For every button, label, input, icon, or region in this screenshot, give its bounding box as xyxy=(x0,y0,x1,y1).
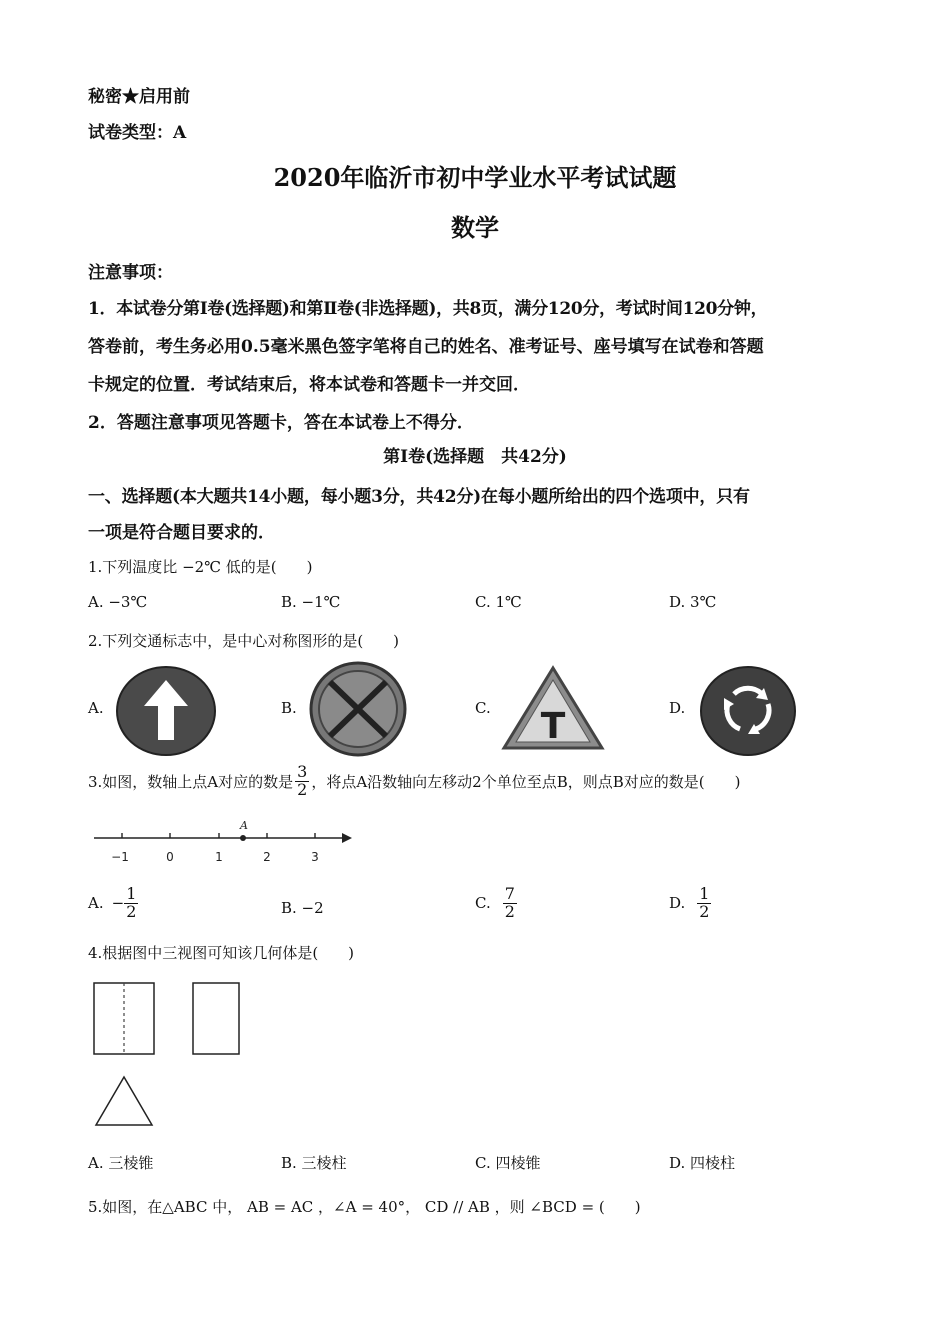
q4-top-view xyxy=(96,1077,152,1125)
q4-option-b: B. 三棱柱 xyxy=(281,1154,347,1172)
section-1-heading: 第Ⅰ卷(选择题 共42分) xyxy=(383,447,567,467)
q3-stem-fraction-num: 3 xyxy=(297,762,308,781)
q2-stem: 2.下列交通标志中，是中心对称图形的是( ) xyxy=(88,632,400,650)
q3-point-a-label: A xyxy=(240,819,248,832)
note-1-line-3: 卡规定的位置．考试结束后，将本试卷和答题卡一并交回． xyxy=(88,375,530,395)
q5-stem: 5.如图，在△ABC 中， AB = AC ，∠A = 40°， CD // AB ，则 ∠BCD = ( ) xyxy=(88,1198,641,1216)
q3-option-c-label: C. xyxy=(475,894,491,913)
q2-option-a-label: A. xyxy=(88,699,104,717)
q3-option-a-num: 1 xyxy=(126,884,137,903)
q3-option-d xyxy=(669,886,711,921)
q3-option-d-den: 2 xyxy=(699,901,710,921)
q3-option-c-num: 7 xyxy=(504,884,515,903)
notes-heading: 注意事项： xyxy=(88,263,173,283)
q3-stem-prefix: 3.如图，数轴上点A对应的数是 xyxy=(88,772,294,791)
q2-option-c-label: C. xyxy=(475,699,491,717)
note-2: 2．答题注意事项见答题卡，答在本试卷上不得分． xyxy=(88,413,474,433)
t-junction-sign-icon xyxy=(500,664,606,752)
q3-option-a-sign: − xyxy=(111,894,125,913)
q3-option-d-fraction xyxy=(697,886,711,921)
note-1-line-1: 1．本试卷分第Ⅰ卷(选择题)和第Ⅱ卷(非选择题)，共8页，满分120分，考试时间120分钟， xyxy=(88,299,768,319)
q3-option-c-fraction xyxy=(503,886,517,921)
q1-option-b: B. −1℃ xyxy=(281,593,341,611)
q3-option-c-den: 2 xyxy=(504,901,515,921)
exam-title: 2020年临沂市初中学业水平考试试题 xyxy=(273,163,677,192)
section-1-instructions-line-2: 一项是符合题目要求的． xyxy=(88,523,275,543)
q3-number-line xyxy=(90,816,356,868)
q4-side-view xyxy=(193,983,239,1054)
q3-option-a xyxy=(88,886,138,921)
q4-option-a: A. 三棱锥 xyxy=(88,1154,154,1172)
q3-option-d-label: D. xyxy=(669,894,686,913)
q3-option-a-fraction xyxy=(124,886,138,921)
section-1-instructions-line-1: 一、选择题(本大题共14小题，每小题3分，共42分)在每小题所给出的四个选项中，只有 xyxy=(88,487,750,507)
q3-axis-label-neg1: −1 xyxy=(111,850,129,864)
q3-option-a-label: A. xyxy=(88,894,104,913)
q3-stem-fraction xyxy=(295,764,309,799)
t-junction-sign-letter: T xyxy=(540,706,566,747)
q1-option-a: A. −3℃ xyxy=(88,593,148,611)
note-1-line-2: 答卷前，考生务必用0.5毫米黑色签字笔将自己的姓名、准考证号、座号填写在试卷和答题 xyxy=(88,337,764,357)
q3-option-b: B. −2 xyxy=(281,899,324,917)
q3-stem-suffix: ，将点A沿数轴向左移动2个单位至点B，则点B对应的数是( ) xyxy=(311,772,741,791)
q4-option-c: C. 四棱锥 xyxy=(475,1154,541,1172)
q2-option-d-label: D. xyxy=(669,699,686,717)
no-stopping-sign-icon xyxy=(308,660,408,758)
q3-stem xyxy=(88,764,740,799)
q3-axis-label-1: 1 xyxy=(215,850,223,864)
q3-stem-fraction-den: 2 xyxy=(297,779,308,799)
q3-option-c xyxy=(475,886,517,921)
secret-label: 秘密★启用前 xyxy=(88,87,190,107)
q3-option-a-den: 2 xyxy=(126,901,137,921)
q4-option-d: D. 四棱柱 xyxy=(669,1154,736,1172)
q2-option-b-label: B. xyxy=(281,699,297,717)
q3-option-d-num: 1 xyxy=(699,884,710,903)
arrow-up-sign-icon xyxy=(114,664,218,758)
exam-subject: 数学 xyxy=(451,213,499,242)
q1-option-c: C. 1℃ xyxy=(475,593,522,611)
q3-axis-label-0: 0 xyxy=(166,850,174,864)
q1-option-d: D. 3℃ xyxy=(669,593,717,611)
q1-stem: 1.下列温度比 −2℃ 低的是( ) xyxy=(88,558,313,576)
q3-axis-label-3: 3 xyxy=(311,850,319,864)
roundabout-sign-icon xyxy=(698,664,798,758)
q4-stem: 4.根据图中三视图可知该几何体是( ) xyxy=(88,944,355,962)
paper-type-label: 试卷类型：A xyxy=(88,123,187,143)
q4-three-view-figure xyxy=(92,980,250,1134)
q3-axis-label-2: 2 xyxy=(263,850,271,864)
